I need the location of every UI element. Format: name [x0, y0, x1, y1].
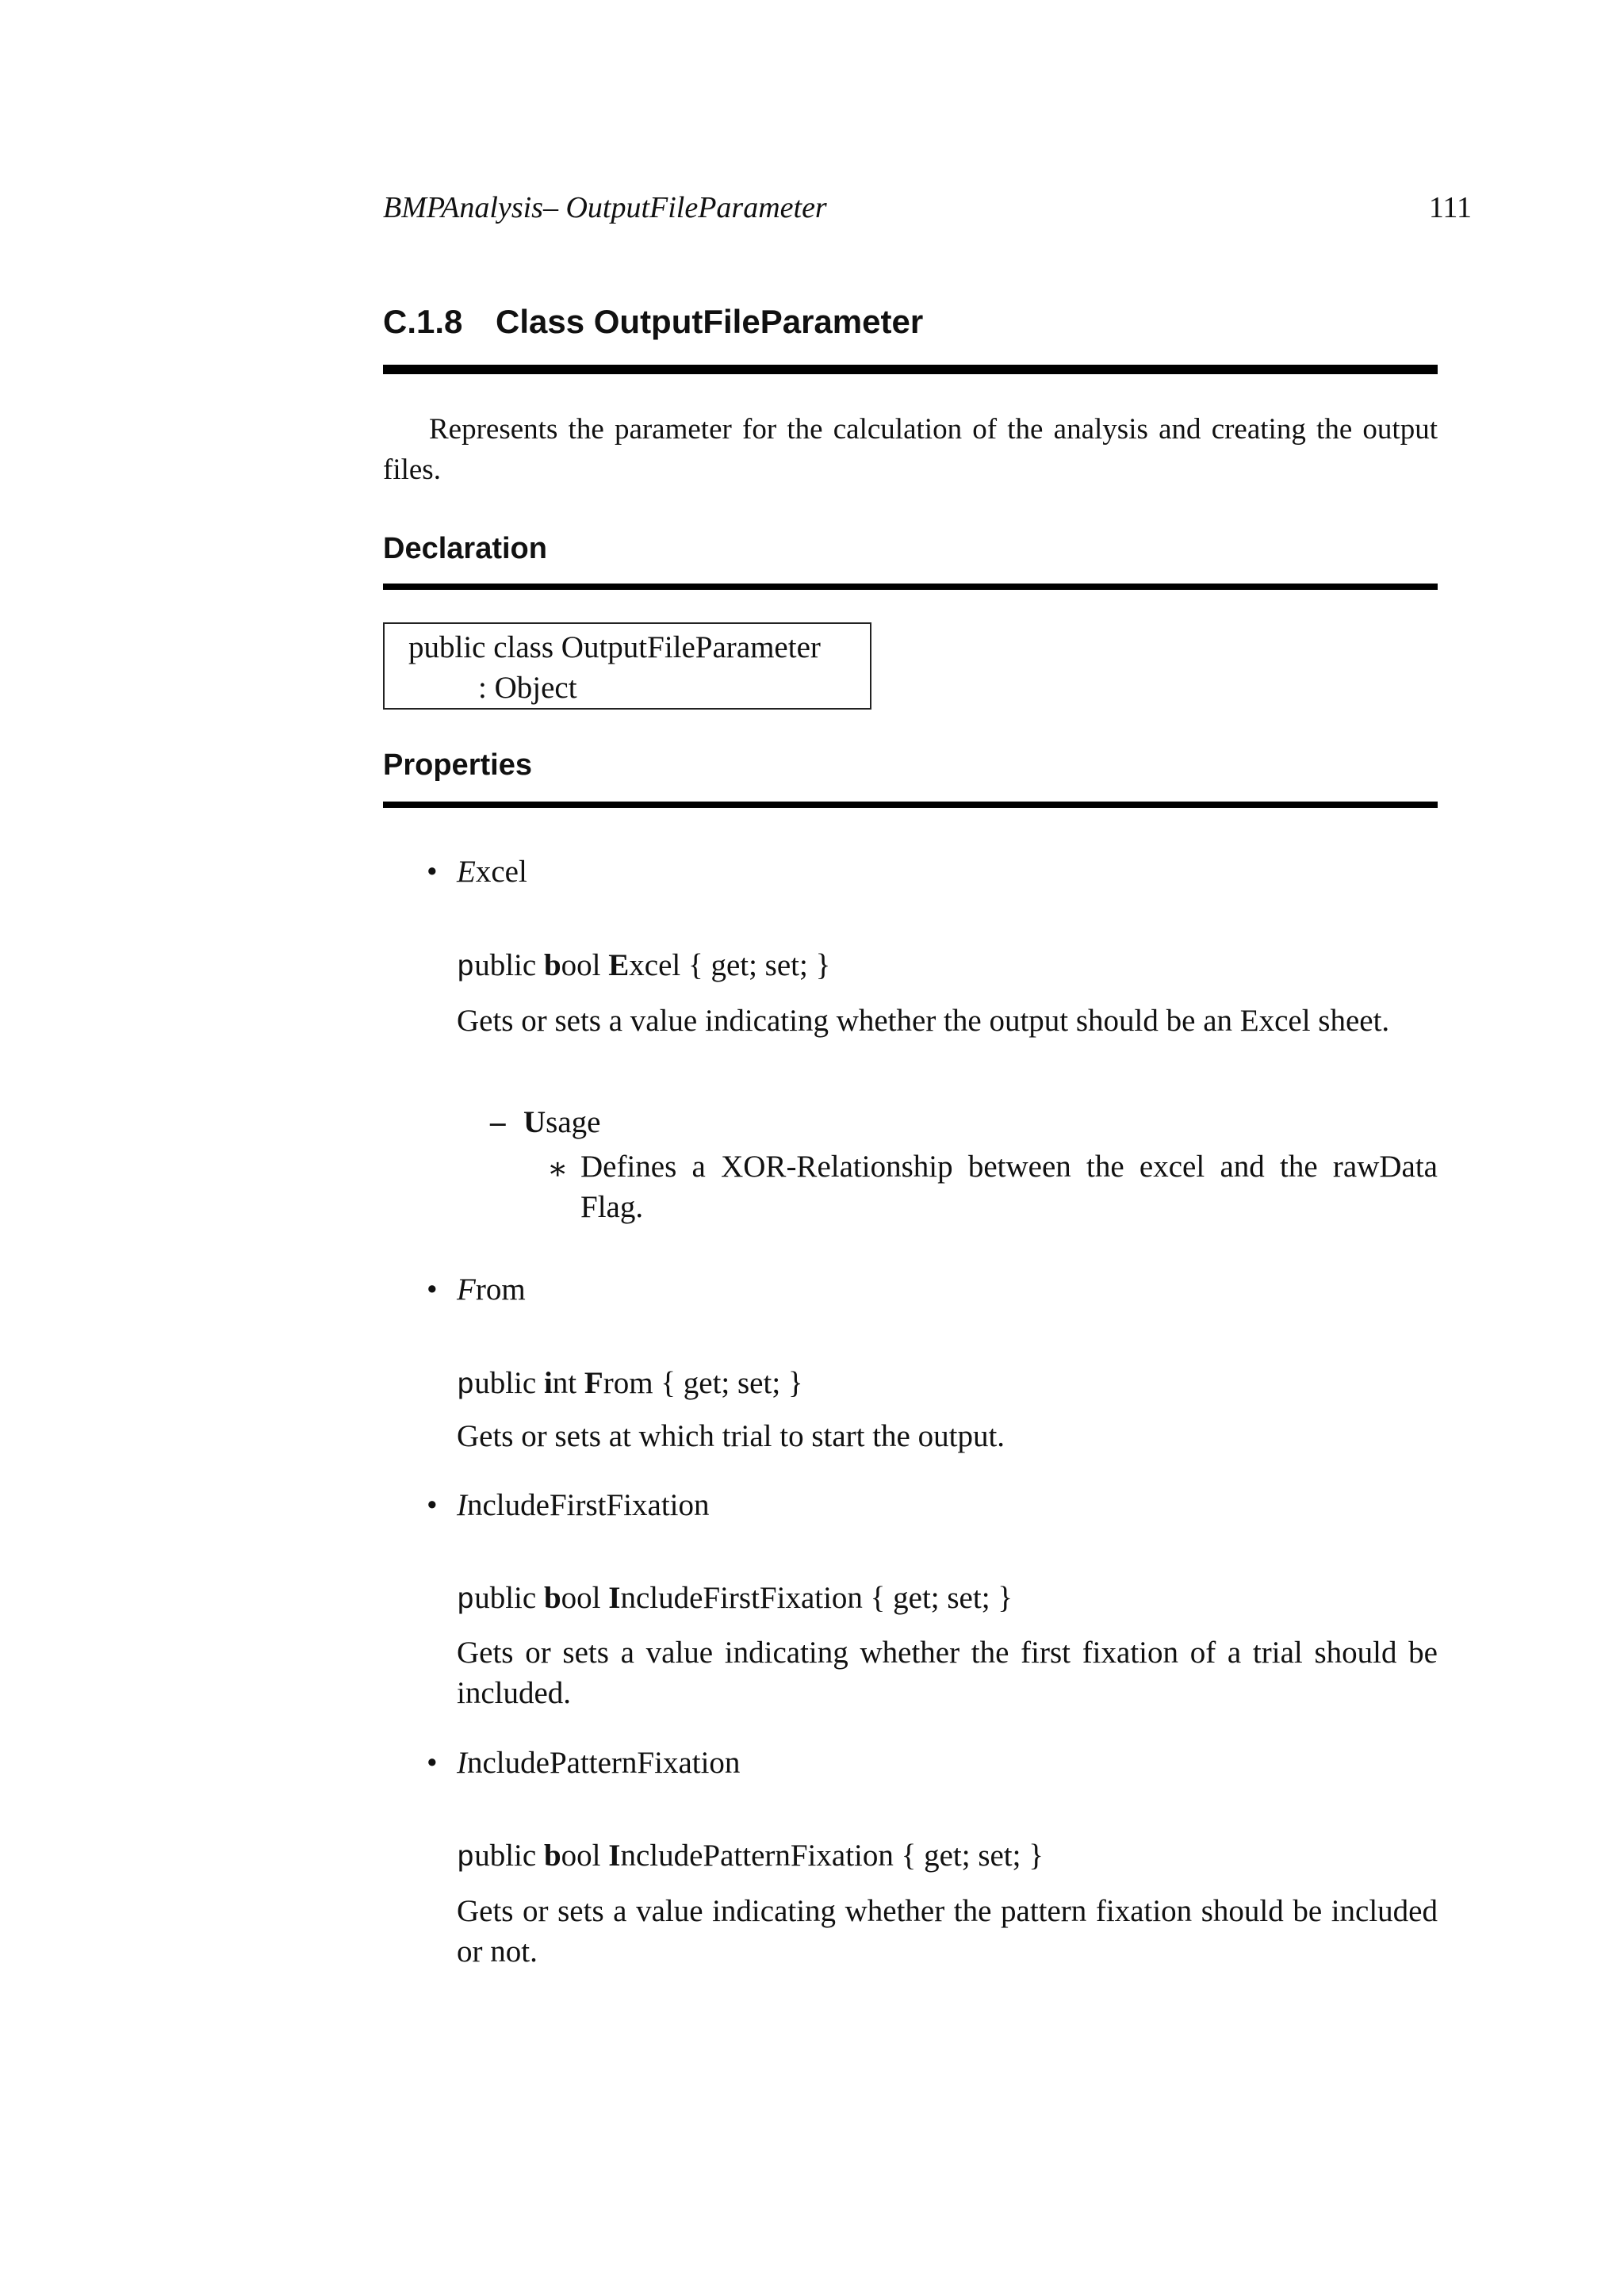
sig-modifier: ublic	[474, 1366, 544, 1400]
property-name-rest: rom	[475, 1272, 526, 1307]
property-name-initial: I	[457, 1746, 467, 1780]
sig-modifier: ublic	[474, 1839, 544, 1873]
sig-name-initial: I	[608, 1839, 621, 1873]
property-name-initial: I	[457, 1488, 467, 1522]
sig-type-initial: i	[543, 1366, 553, 1400]
property-item	[427, 1487, 710, 1523]
property-name-rest: ncludePatternFixation	[467, 1746, 741, 1780]
sig-name-rest: rom { get; set; }	[603, 1366, 803, 1400]
sig-mono-part: p	[457, 1369, 475, 1402]
declaration-line-2: : Object	[478, 671, 577, 705]
properties-rule	[383, 802, 1438, 808]
usage-rest: sage	[546, 1105, 601, 1139]
property-name-rest: xcel	[475, 855, 527, 889]
sig-type-initial: b	[543, 1839, 561, 1873]
property-name-initial: E	[457, 855, 476, 889]
usage-text: Defines a XOR-Relationship between the excel and the rawData Flag.	[580, 1150, 1438, 1224]
dash-icon: –	[490, 1105, 506, 1139]
property-signature	[457, 1838, 1044, 1875]
class-description-text: Represents the parameter for the calculation of the analysis and creating the output files.	[383, 413, 1438, 486]
sig-type-rest: ool	[561, 1839, 609, 1873]
declaration-line-1: public class OutputFileParameter	[408, 630, 821, 664]
properties-heading: Properties	[383, 748, 532, 782]
bullet-icon: •	[427, 1272, 438, 1307]
sig-name-initial: I	[608, 1581, 621, 1615]
running-title: BMPAnalysis– OutputFileParameter	[383, 191, 827, 224]
page-number: 111	[1428, 191, 1472, 224]
sig-name-rest: ncludeFirstFixation { get; set; }	[620, 1581, 1013, 1615]
property-description: Gets or sets a value indicating whether the pattern fixation should be included or not.	[457, 1894, 1438, 1969]
sig-name-rest: ncludePatternFixation { get; set; }	[620, 1839, 1044, 1873]
declaration-heading: Declaration	[383, 532, 547, 565]
sig-type-rest: ool	[561, 1581, 609, 1615]
sig-type-rest: ool	[561, 948, 609, 982]
bullet-icon: •	[427, 1746, 438, 1780]
section-rule	[383, 365, 1438, 374]
usage-initial: U	[523, 1105, 546, 1139]
section-heading	[383, 303, 923, 341]
property-item	[427, 854, 527, 890]
property-signature	[457, 1580, 1013, 1617]
property-description: Gets or sets a value indicating whether the output should be an Excel sheet.	[457, 1004, 1390, 1038]
bullet-icon: •	[427, 855, 438, 889]
property-item	[427, 1745, 740, 1781]
property-description: Gets or sets a value indicating whether the first fixation of a trial should be included.	[457, 1636, 1438, 1710]
sig-modifier: ublic	[474, 1581, 544, 1615]
sig-mono-part: p	[457, 1584, 475, 1617]
bullet-icon: •	[427, 1488, 438, 1522]
class-description	[383, 409, 1438, 490]
property-name-initial: F	[457, 1272, 476, 1307]
section-title-text: Class OutputFileParameter	[496, 303, 924, 340]
asterisk-icon: ∗	[547, 1152, 569, 1186]
sig-type-initial: b	[543, 1581, 561, 1615]
property-description: Gets or sets at which trial to start the output.	[457, 1419, 1005, 1453]
sig-type-initial: b	[543, 948, 561, 982]
sig-modifier: ublic	[474, 948, 544, 982]
sig-mono-part: p	[457, 951, 475, 985]
property-signature	[457, 1365, 803, 1402]
usage-heading	[490, 1104, 600, 1140]
declaration-rule	[383, 584, 1438, 590]
section-number: C.1.8	[383, 303, 463, 340]
property-signature	[457, 947, 830, 985]
property-item	[427, 1272, 526, 1307]
sig-type-rest: nt	[552, 1366, 584, 1400]
sig-mono-part: p	[457, 1842, 475, 1875]
declaration-box	[383, 622, 871, 710]
sig-name-rest: xcel { get; set; }	[629, 948, 831, 982]
sig-name-initial: F	[584, 1366, 603, 1400]
property-name-rest: ncludeFirstFixation	[467, 1488, 710, 1522]
sig-name-initial: E	[608, 948, 630, 982]
